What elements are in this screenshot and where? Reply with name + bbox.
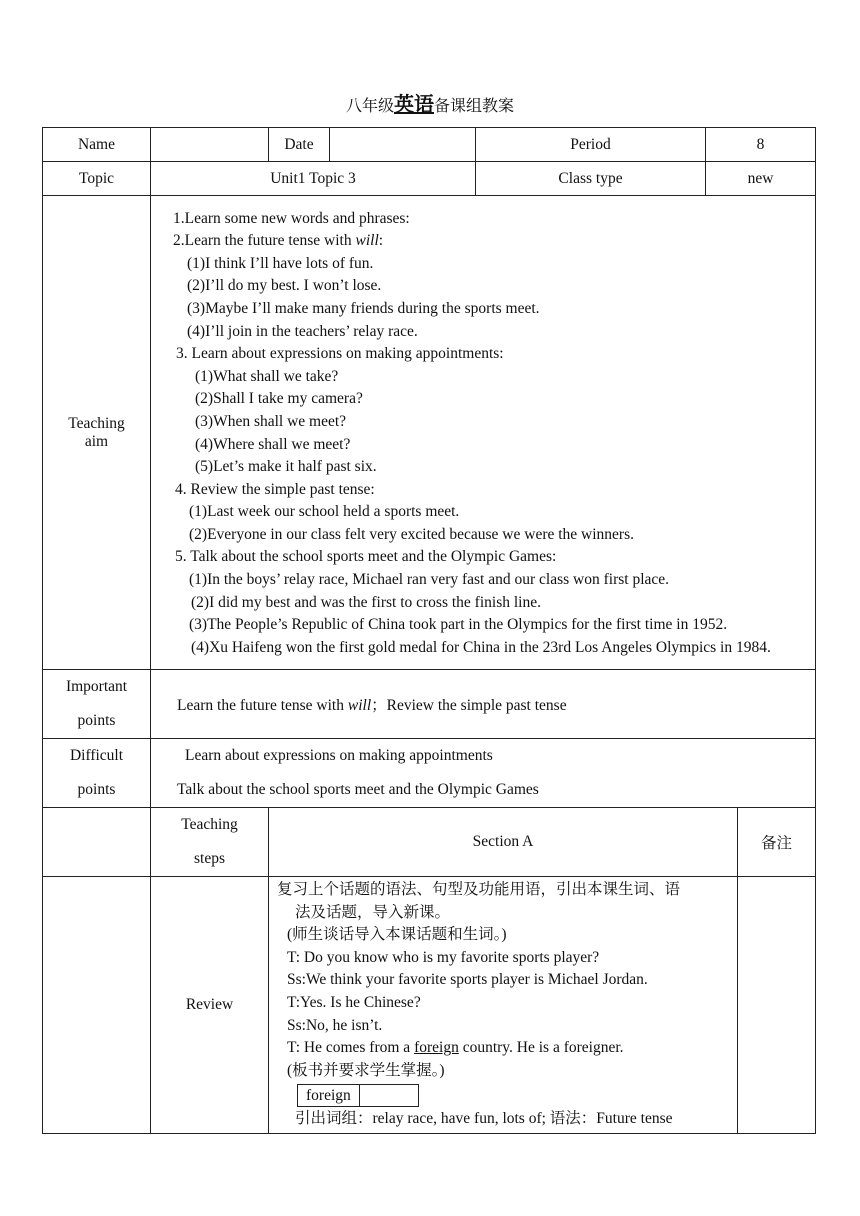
topic-label: Topic	[43, 162, 151, 196]
teaching-aim-label: Teaching aim	[43, 196, 151, 670]
review-line: 法及话题，导入新课。	[295, 903, 451, 921]
review-line: T: Do you know who is my favorite sports player?	[287, 948, 600, 966]
aim-line: (3)Maybe I’ll make many friends during the sports meet.	[187, 299, 540, 317]
difficult-points-content: Learn about expressions on making appointments Talk about the school sports meet and the Olympic Games	[151, 739, 816, 808]
aim-line: (2)Shall I take my camera?	[195, 390, 363, 408]
teaching-aim-row	[43, 196, 816, 670]
aim-line: (4)Xu Haifeng won the first gold medal for China in the 23rd Los Angeles Olympics in 1984.	[191, 638, 771, 656]
teaching-aim-content	[151, 196, 816, 670]
aim-line: 5. Talk about the school sports meet and the Olympic Games:	[175, 548, 557, 566]
aim-line: 3. Learn about expressions on making appointments:	[176, 345, 504, 363]
date-value	[330, 128, 476, 162]
important-points-content: Learn the future tense with will；Review the simple past tense	[151, 670, 816, 739]
page-title: 八年级英语备课组教案	[345, 94, 515, 116]
teaching-steps-label: Teaching steps	[151, 808, 269, 877]
review-label: Review	[151, 877, 269, 1134]
aim-line: (2)Everyone in our class felt very excited because we were the winners.	[189, 525, 635, 543]
aim-line: (1)I think I’ll have lots of fun.	[187, 254, 374, 272]
review-line: Ss:We think your favorite sports player is Michael Jordan.	[287, 971, 648, 989]
aim-line: (5)Let’s make it half past six.	[195, 458, 377, 476]
section-label: Section A	[269, 808, 738, 877]
header-row-1	[43, 128, 816, 162]
name-label: Name	[43, 128, 151, 162]
empty-cell	[43, 877, 151, 1134]
review-content	[269, 877, 738, 1134]
header-row-2	[43, 162, 816, 196]
aim-line: (3)The People’s Republic of China took part in the Olympics for the first time in 1952.	[189, 616, 728, 634]
review-line: T: He comes from a foreign country. He is a foreigner.	[287, 1039, 624, 1057]
difficult-points-row	[43, 739, 816, 808]
review-row	[43, 877, 816, 1134]
review-line: 复习上个话题的语法、句型及功能用语，引出本课生词、语	[277, 881, 681, 898]
steps-header-row	[43, 808, 816, 877]
review-line: 引出词组：relay race, have fun, lots of; 语法：Future tense	[295, 1110, 673, 1128]
lesson-plan-table	[42, 127, 816, 1134]
aim-line: (1)Last week our school held a sports meet.	[189, 503, 460, 521]
class-type-value: new	[706, 162, 816, 196]
notes-cell	[738, 877, 816, 1134]
vocab-box: foreign	[297, 1084, 731, 1107]
aim-line: (4)Where shall we meet?	[195, 435, 351, 453]
date-label: Date	[269, 128, 330, 162]
review-line: Ss:No, he isn’t.	[287, 1016, 383, 1034]
aim-line: 2.Learn the future tense with will:	[173, 232, 384, 250]
period-label: Period	[476, 128, 706, 162]
notes-label: 备注	[738, 808, 816, 877]
period-value: 8	[706, 128, 816, 162]
class-type-label: Class type	[476, 162, 706, 196]
aim-line: (4)I’ll join in the teachers’ relay race.	[187, 322, 418, 340]
name-value	[151, 128, 269, 162]
review-line: (师生谈话导入本课话题和生词。)	[287, 926, 507, 944]
aim-line: (2)I did my best and was the first to cross the finish line.	[191, 593, 541, 611]
important-points-label: Important points	[43, 670, 151, 739]
aim-line: (1)In the boys’ relay race, Michael ran very fast and our class won first place.	[189, 571, 670, 589]
difficult-points-label: Difficult points	[43, 739, 151, 808]
aim-line: (1)What shall we take?	[195, 367, 339, 385]
aim-line: (2)I’ll do my best. I won’t lose.	[187, 277, 382, 295]
aim-line: 4. Review the simple past tense:	[175, 480, 375, 498]
review-line: T:Yes. Is he Chinese?	[287, 993, 421, 1011]
aim-line: (3)When shall we meet?	[195, 412, 347, 430]
review-line: (板书并要求学生掌握。)	[287, 1061, 445, 1079]
empty-cell	[43, 808, 151, 877]
aim-line: 1.Learn some new words and phrases:	[173, 209, 410, 227]
topic-value: Unit1 Topic 3	[151, 162, 476, 196]
important-points-row	[43, 670, 816, 739]
